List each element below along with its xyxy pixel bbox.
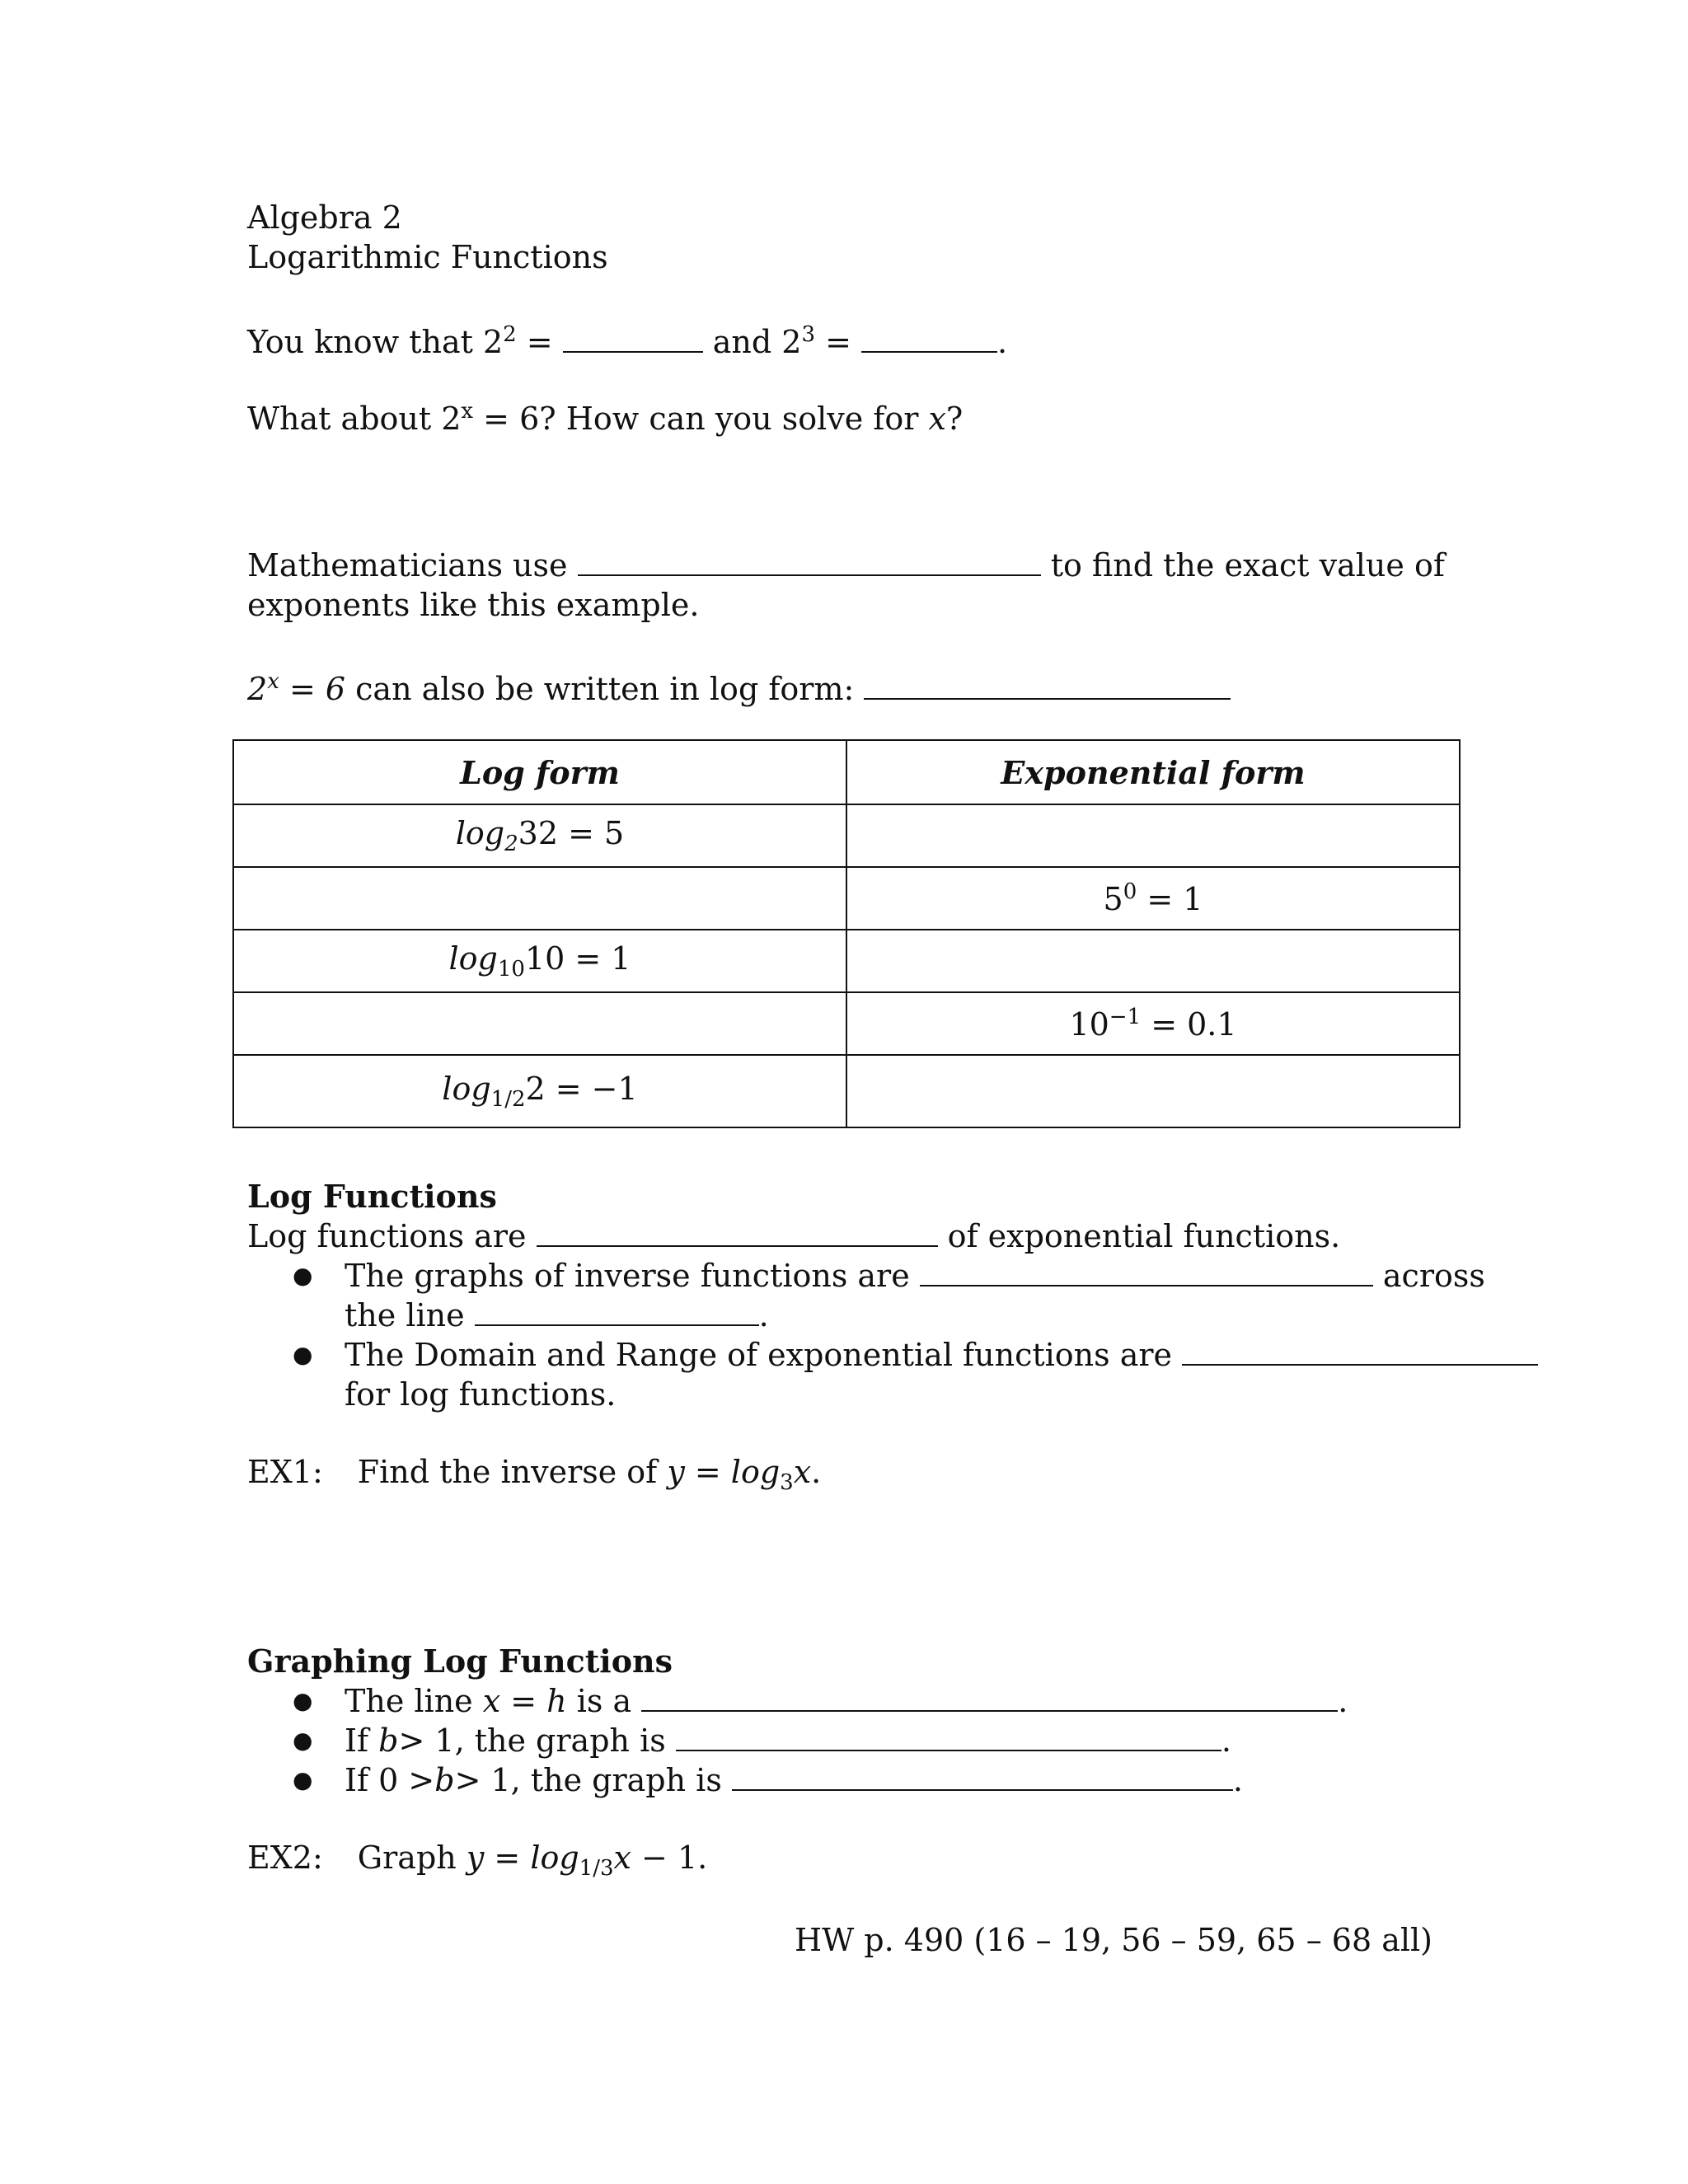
log-functions-heading: Log Functions	[247, 1178, 497, 1215]
answer-blank[interactable]	[537, 1219, 938, 1247]
exponential-form-cell[interactable]	[846, 930, 1460, 992]
example-1-label: EX1:	[247, 1454, 323, 1490]
table-row	[233, 1055, 1460, 1127]
log-form-cell[interactable]	[233, 992, 846, 1055]
log-form-prompt: $2^x = 6$ can also be written in log form:	[247, 662, 1231, 709]
example-1: EX1: Find the inverse of $y = \log_3x$.	[247, 1454, 822, 1495]
answer-blank[interactable]	[920, 1258, 1373, 1286]
answer-blank[interactable]	[1182, 1338, 1538, 1366]
inverse-graphs-line: The graphs of inverse functions are across	[345, 1258, 1485, 1294]
bullet-icon: ●	[293, 1687, 313, 1714]
intro-known-powers: You know that $2^2$ = and $2^3$ = .	[247, 322, 1008, 360]
exponential-form-cell[interactable]: $5^0 = 1$	[846, 867, 1460, 930]
answer-blank[interactable]	[578, 548, 1041, 576]
table-row	[233, 867, 1460, 930]
mathematicians-line-cont: exponents like this example.	[247, 587, 700, 623]
answer-blank[interactable]	[861, 325, 997, 353]
log-form-cell[interactable]: $\log_{10}10 = 1$	[233, 930, 846, 992]
bullet-icon: ●	[293, 1727, 313, 1754]
asymptote-line: The line x = h is a .	[345, 1683, 1348, 1719]
log-form-cell[interactable]	[233, 867, 846, 930]
graphing-heading: Graphing Log Functions	[247, 1643, 673, 1680]
b-greater-line: If b> 1, the graph is .	[345, 1722, 1231, 1759]
col-header-exponential-form: Exponential form	[846, 740, 1460, 804]
table-row	[233, 930, 1460, 992]
example-2-label: EX2:	[247, 1840, 323, 1876]
answer-blank[interactable]	[563, 325, 703, 353]
table-row	[233, 992, 1460, 1055]
log-exponential-table	[232, 739, 1461, 1128]
bullet-icon: ●	[293, 1341, 313, 1368]
example-2: EX2: Graph $y = \log_{1/3}x - 1$.	[247, 1840, 708, 1881]
intro-question: What about $2^x = 6$? How can you solve for x?	[247, 399, 964, 437]
inverse-graphs-line-cont: the line .	[345, 1297, 769, 1333]
exponential-form-cell[interactable]	[846, 1055, 1460, 1127]
mathematicians-line: Mathematicians use to find the exact value of	[247, 547, 1445, 583]
topic-title: Logarithmic Functions	[247, 239, 608, 275]
homework-assignment: HW p. 490 (16 – 19, 56 – 59, 65 – 68 all)	[795, 1922, 1432, 1958]
col-header-log-form: Log form	[233, 740, 846, 804]
course-title: Algebra 2	[247, 199, 402, 236]
answer-blank[interactable]	[864, 672, 1231, 700]
b-between-line: If 0 >b> 1, the graph is .	[345, 1762, 1243, 1798]
table-row	[233, 804, 1460, 867]
exponential-form-cell[interactable]: $10^{-1} = 0.1$	[846, 992, 1460, 1055]
answer-blank[interactable]	[732, 1763, 1233, 1791]
domain-range-line-cont: for log functions.	[345, 1376, 617, 1413]
answer-blank[interactable]	[641, 1684, 1338, 1712]
log-form-cell[interactable]: $\log_{1/2}2 = -1$	[233, 1055, 846, 1127]
table-header-row	[233, 740, 1460, 804]
bullet-icon: ●	[293, 1262, 313, 1289]
log-form-cell[interactable]: $\log_232 = 5$	[233, 804, 846, 867]
domain-range-line: The Domain and Range of exponential functions are	[345, 1335, 1538, 1375]
exponential-form-cell[interactable]	[846, 804, 1460, 867]
log-functions-definition: Log functions are of exponential functions.	[247, 1218, 1341, 1254]
answer-blank[interactable]	[676, 1723, 1221, 1751]
bullet-icon: ●	[293, 1766, 313, 1793]
answer-blank[interactable]	[475, 1298, 759, 1326]
